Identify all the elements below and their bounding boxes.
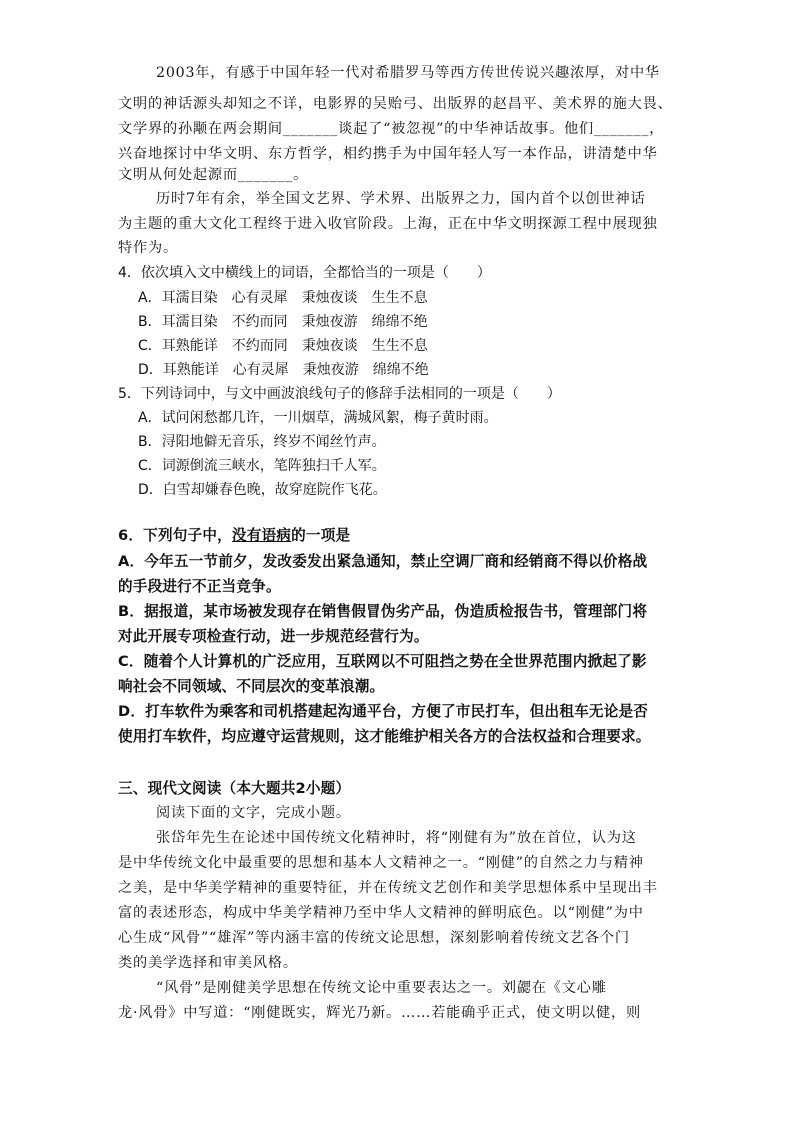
question-4-option-d: D．耳熟能详 心有灵犀 秉烛夜游 绵绵不绝 xyxy=(138,362,429,378)
question-6-line: B．据报道，某市场被发现存在销售假冒伪劣产品，伪造质检报告书，管理部门将 xyxy=(118,603,648,620)
question-6-line: 响社会不同领域、不同层次的变革浪潮。 xyxy=(118,678,385,695)
question-6-line: A．今年五一节前夕，发改委发出紧急通知，禁止空调厂商和经销商不得以价格战 xyxy=(118,553,648,570)
question-5-option-c: C．词源倒流三峡水，笔阵独扫千人军。 xyxy=(138,458,386,474)
passage-line: 文明的神话源头却知之不详，电影界的吴贻弓、出版界的赵昌平、美术界的施大畏、 xyxy=(118,96,673,112)
question-5-stem: 5．下列诗词中，与文中画波浪线句子的修辞手法相同的一项是（ ） xyxy=(118,386,561,402)
question-6-line: D．打车软件为乘客和司机搭建起沟通平台，方便了市民打车，但出租车无论是否 xyxy=(118,703,649,720)
question-4-stem: 4．依次填入文中横线上的词语，全都恰当的一项是（ ） xyxy=(118,265,491,281)
question-6-stem-suffix: 的一项是 xyxy=(291,527,351,544)
passage-line: 为主题的重大文化工程终于进入收官阶段。上海，正在中华文明探源工程中展现独 xyxy=(118,216,658,232)
question-4-option-c: C．耳熟能详 不约而同 秉烛夜谈 生生不息 xyxy=(138,338,428,354)
question-4-option-b: B．耳濡目染 不约而同 秉烛夜游 绵绵不绝 xyxy=(138,314,428,330)
reading-line: 之美，是中华美学精神的重要特征，并在传统文艺创作和美学思想体系中呈现出丰 xyxy=(118,880,658,896)
reading-line: 是中华传统文化中最重要的思想和基本人文精神之一。“刚健”的自然之力与精神 xyxy=(118,855,644,871)
question-6-line: 对此开展专项检查行动，进一步规范经营行为。 xyxy=(118,628,429,645)
reading-line: 龙·风骨》中写道：“刚健既实，辉光乃新。……若能确乎正式，使文明以健，则 xyxy=(118,1005,641,1021)
reading-line: 类的美学选择和审美风格。 xyxy=(118,955,298,971)
passage-line: 文明从何处起源而_______。 xyxy=(118,167,309,183)
question-6-line: 使用打车软件，均应遵守运营规则，这才能维护相关各方的合法权益和合理要求。 xyxy=(118,728,651,745)
question-4-option-a: A．耳濡目染 心有灵犀 秉烛夜谈 生生不息 xyxy=(138,290,428,306)
passage-line: 兴奋地探讨中华文明、东方哲学，相约携手为中国年轻人写一本作品，讲清楚中华 xyxy=(118,146,658,162)
section-3-title: 三、现代文阅读（本大题共2小题） xyxy=(118,780,351,797)
reading-line: 张岱年先生在论述中国传统文化精神时，将“刚健有为”放在首位，认为这 xyxy=(156,830,637,846)
passage-line: 历时7年有余，举全国文艺界、学术界、出版界之力，国内首个以创世神话 xyxy=(156,191,646,207)
section-3-instruction: 阅读下面的文字，完成小题。 xyxy=(156,805,351,821)
passage-line: 特作为。 xyxy=(118,240,178,256)
reading-line: “风骨”是刚健美学思想在传统文论中重要表达之一。刘勰在《文心雕 xyxy=(156,980,607,996)
reading-line: 富的表述形态，构成中华美学精神乃至中华人文精神的鲜明底色。以“刚健”为中 xyxy=(118,905,644,921)
question-6-line: 的手段进行不正当竞争。 xyxy=(118,578,281,595)
question-6-stem xyxy=(118,524,683,545)
question-6-line: C．随着个人计算机的广泛应用，互联网以不可阻挡之势在全世界范围内掀起了影 xyxy=(118,653,647,670)
passage-line: 文学界的孙颙在两会期间_______谈起了“被忽视”的中华神话故事。他们_______， xyxy=(118,121,665,137)
question-5-option-a: A．试问闲愁都几许，一川烟草，满城风絮，梅子黄时雨。 xyxy=(138,410,498,426)
question-6-stem-prefix: 6．下列句子中， xyxy=(118,527,232,544)
passage-line: 2003年，有感于中国年轻一代对希腊罗马等西方传世传说兴趣浓厚，对中华 xyxy=(156,65,660,81)
reading-line: 心生成“风骨”“雄浑”等内涵丰富的传统文论思想，深刻影响着传统文艺各个门 xyxy=(118,930,630,946)
question-6-stem-underlined: 没有语病 xyxy=(231,527,292,544)
question-5-option-d: D．白雪却嫌春色晚，故穿庭院作飞花。 xyxy=(138,482,387,498)
question-5-option-b: B．浔阳地僻无音乐，终岁不闻丝竹声。 xyxy=(138,434,386,450)
